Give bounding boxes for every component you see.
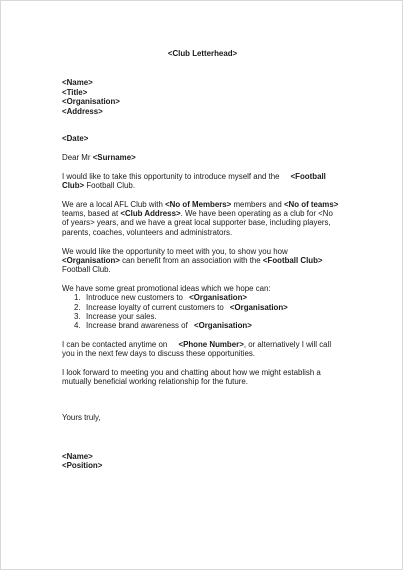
para5-text-a: I can be contacted anytime on	[62, 340, 170, 349]
field-no-of-members: <No of Members>	[165, 200, 232, 209]
para5-line1	[62, 340, 331, 349]
field-phone-number: <Phone Number>	[178, 340, 244, 349]
para1-field-football: <Football	[290, 172, 326, 181]
para1-line1	[62, 172, 326, 181]
salutation-surname: <Surname>	[92, 153, 136, 162]
list-field: <Organisation>	[189, 293, 248, 302]
signature-position: <Position>	[62, 461, 103, 470]
list-item	[74, 303, 288, 312]
para2-line4: parents, coaches, volunteers and administrators.	[62, 228, 233, 237]
signature-name: <Name>	[62, 452, 93, 461]
para5-line2: you in the next few days to discuss these opportunities.	[62, 349, 255, 358]
recipient-title: <Title>	[62, 88, 88, 97]
para2-text-b: members and	[231, 200, 284, 209]
list-number: 1.	[74, 293, 81, 302]
para2-text-a: We are a local AFL Club with	[62, 200, 166, 209]
list-number: 2.	[74, 303, 81, 312]
list-number: 4.	[74, 321, 81, 330]
para3-line2	[62, 256, 323, 265]
field-club-address: <Club Address>	[120, 209, 181, 218]
closing: Yours truly,	[62, 413, 101, 422]
para3-line3: Football Club.	[62, 265, 111, 274]
recipient-name: <Name>	[62, 78, 93, 87]
list-text: Increase brand awareness of	[86, 321, 190, 330]
list-text: Introduce new customers to	[86, 293, 186, 302]
para6-line2: mutually beneficial working relationship for the future.	[62, 377, 248, 386]
para6-line1: I look forward to meeting you and chatting about how we might establish a	[62, 368, 321, 377]
para4-intro: We have some great promotional ideas which we hope can:	[62, 284, 271, 293]
field-organisation: <Organisation>	[62, 256, 120, 265]
para2-line2	[62, 209, 333, 218]
para1-text-end: Football Club.	[84, 181, 136, 190]
para2-text-c: teams, based at	[62, 209, 121, 218]
list-item	[74, 293, 247, 302]
list-field: <Organisation>	[229, 303, 288, 312]
field-football-club: <Football Club>	[262, 256, 323, 265]
para2-line1	[62, 200, 338, 209]
para1-field-club: Club>	[62, 181, 85, 190]
list-text: Increase your sales.	[86, 312, 157, 321]
salutation	[62, 153, 136, 162]
para3-text: can benefit from an association with the	[119, 256, 263, 265]
list-item	[74, 312, 157, 321]
letter-date: <Date>	[62, 134, 89, 143]
list-item	[74, 321, 252, 330]
para1-text: I would like to take this opportunity to introduce myself and the	[62, 172, 280, 181]
para3-line1: We would like the opportunity to meet with you, to show you how	[62, 247, 288, 256]
salutation-text: Dear Mr	[62, 153, 93, 162]
para5-text-b: , or alternatively I will call	[243, 340, 332, 349]
para2-line3: of years> years, and we have a great local supporter base, including players,	[62, 218, 331, 227]
para1-line2	[62, 181, 135, 190]
list-number: 3.	[74, 312, 81, 321]
list-text: Increase loyalty of current customers to	[86, 303, 226, 312]
letterhead: <Club Letterhead>	[167, 49, 238, 58]
recipient-address: <Address>	[62, 107, 103, 116]
field-no-of-teams: <No of teams>	[283, 200, 339, 209]
para2-text-d: . We have been operating as a club for <No	[180, 209, 333, 218]
list-field: <Organisation>	[193, 321, 252, 330]
recipient-organisation: <Organisation>	[62, 97, 120, 106]
